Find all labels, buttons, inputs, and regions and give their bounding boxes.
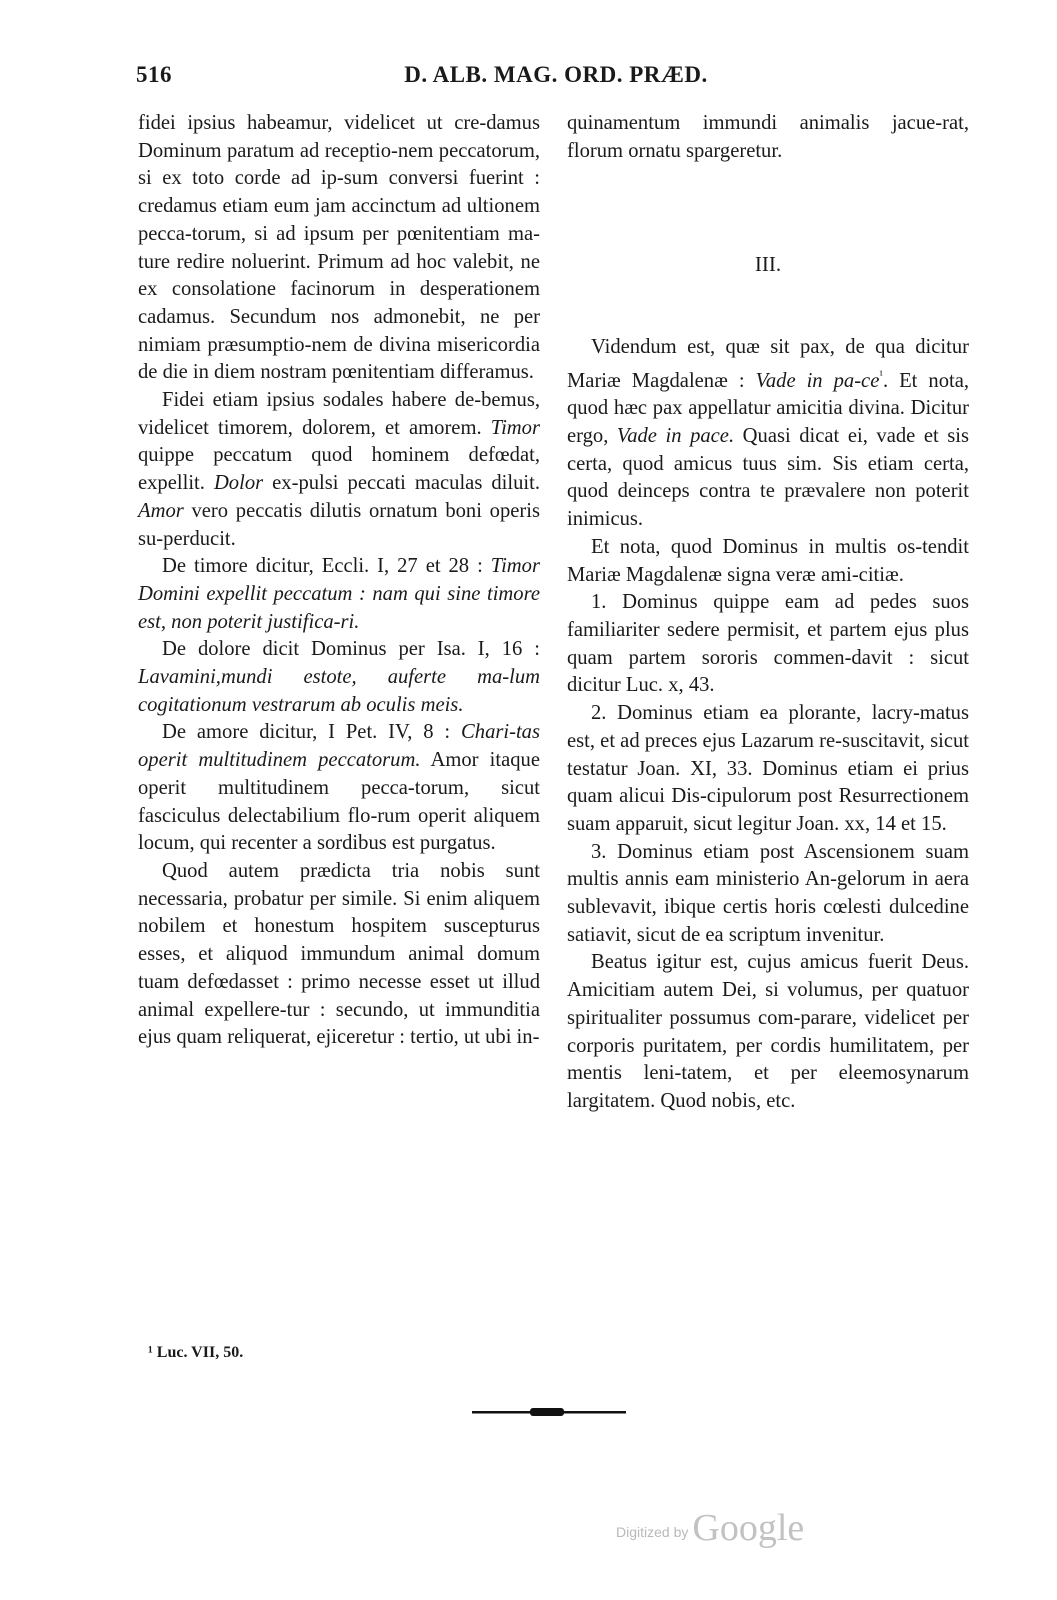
scripture-quote: Vade in pa-ce [755, 369, 880, 392]
scripture-quote: Vade in pace. [616, 425, 735, 448]
paragraph: De dolore dicit Dominus per Isa. I, 16 : Lavamini,mundi estote, auferte ma-lum cogitationum vestrarum ab oculis meis. [138, 638, 540, 716]
spacer [567, 279, 969, 334]
paragraph: Quod autem prædicta tria nobis sunt necessaria, probatur per simile. Si enim aliquem nobilem et honestum hospitem suscepturus esses, et aliquod immundum animal domum tuam defœdasset : primo necesse esset ut illud animal expellere-tur : secundo, ut immunditia ejus quam reliquerat, ejiceretur : tertio, ut ubi in- [138, 859, 540, 1049]
paragraph: quinamentum immundi animalis jacue-rat, florum ornatu spargeretur. [567, 112, 969, 162]
left-column [138, 110, 540, 1052]
footnote: ¹ Luc. VII, 50. [148, 1344, 244, 1361]
emphasis: Amor [138, 499, 184, 522]
paragraph: fidei ipsius habeamur, videlicet ut cre-damus Dominum paratum ad receptio-nem peccatorum, si ex toto corde ad ip-sum conversi fuerint : credamus etiam eum jam accinctum ad ultionem pecca-torum, si ad ipsum per pœnitentiam ma-ture redire noluerint. Primum ad hoc valebit, ne ex consolatione facinorum in desperationem cadamus. Secundum nos admonebit, ne per nimiam præsumptio-nem de divina misericordia de die in diem nostram pœnitentiam differamus. [138, 112, 540, 384]
scripture-quote: Lavamini,mundi estote, auferte ma-lum cogitationum vestrarum ab oculis meis. [138, 666, 540, 716]
paragraph: Fidei etiam ipsius sodales habere de-bemus, videlicet timorem, dolorem, et amorem. Timor quippe peccatum quod hominem defœdat, expellit. Dolor ex-pulsi peccati maculas diluit. Amor vero peccatis dilutis ornatum boni operis su-perducit. [138, 389, 540, 550]
paragraph: 2. Dominus etiam ea plorante, lacry-matus est, et ad preces ejus Lazarum re-suscitavit, sicut testatur Joan. XI, 33. Dominus etiam ei prius quam alicui Dis-cipulorum post Resurrectionem suam apparuit, sicut legitur Joan. xx, 14 et 15. [567, 702, 969, 835]
spacer [567, 165, 969, 251]
ornament-divider [472, 1406, 626, 1418]
paragraph: 3. Dominus etiam post Ascensionem suam multis annis eam ministerio An-gelorum in aera sublevavit, ibique certis horis cœlesti dulcedine satiavit, sicut de ea scriptum invenitur. [567, 840, 969, 946]
google-logo: Google [692, 1507, 805, 1549]
digitized-watermark [616, 1500, 804, 1550]
paragraph: Videndum est, quæ sit pax, de qua dicitur Mariæ Magdalenæ : Vade in $pa-ce^{^1}$. Et nota, quod hæc pax appellatur amicitia divina. Dicitur ergo, Vade in pace. Quasi dicat ei, vade et sis certa, quod amicus tuus sim. Sis etiam certa, quod deinceps contra te prævalere non poterit inimicus. [567, 336, 969, 531]
scripture-quote: Timor Domini expellit peccatum : nam qui sine timore est, non poterit justifica-ri. [138, 555, 540, 633]
emphasis: Dolor [213, 472, 264, 495]
paragraph: Beatus igitur est, cujus amicus fuerit Deus. Amicitiam autem Dei, si volumus, per quatuor spiritualiter possumus com-parare, videlicet per corporis puritatem, per cordis humilitatem, per mentis leni-tatem, et per eleemosynarum largitatem. Quod nobis, etc. [567, 951, 969, 1112]
footnote-marker: ¹ [879, 367, 883, 382]
digitized-by-text: Digitized by [616, 1524, 689, 1540]
paragraph: De timore dicitur, Eccli. I, 27 et 28 : Timor Domini expellit peccatum : nam qui sine timore est, non poterit justifica-ri. [138, 555, 540, 633]
section-heading: III. [754, 252, 782, 277]
paragraph: De amore dicitur, I Pet. IV, 8 : Chari-tas operit multitudinem peccatorum. Amor itaque operit multitudinem pecca-torum, sicut fasciculus delectabilium flo-rum operit aliquem locum, qui recenter a sordibus est purgatus. [138, 721, 540, 855]
paragraph: 1. Dominus quippe eam ad pedes suos familiariter sedere permisit, et partem ejus plus quam partem sororis commen-davit : sicut dicitur Luc. x, 43. [567, 591, 969, 697]
paragraph: Et nota, quod Dominus in multis os-tendit Mariæ Magdalenæ signa veræ ami-citiæ. [567, 535, 969, 586]
right-column [567, 110, 969, 1116]
scripture-quote: Chari-tas operit multitudinem peccatorum. [138, 721, 540, 772]
page-number: 516 [136, 62, 172, 87]
running-head: D. ALB. MAG. ORD. PRÆD. [404, 62, 708, 87]
emphasis: Timor [490, 416, 540, 439]
page-header [136, 62, 976, 98]
